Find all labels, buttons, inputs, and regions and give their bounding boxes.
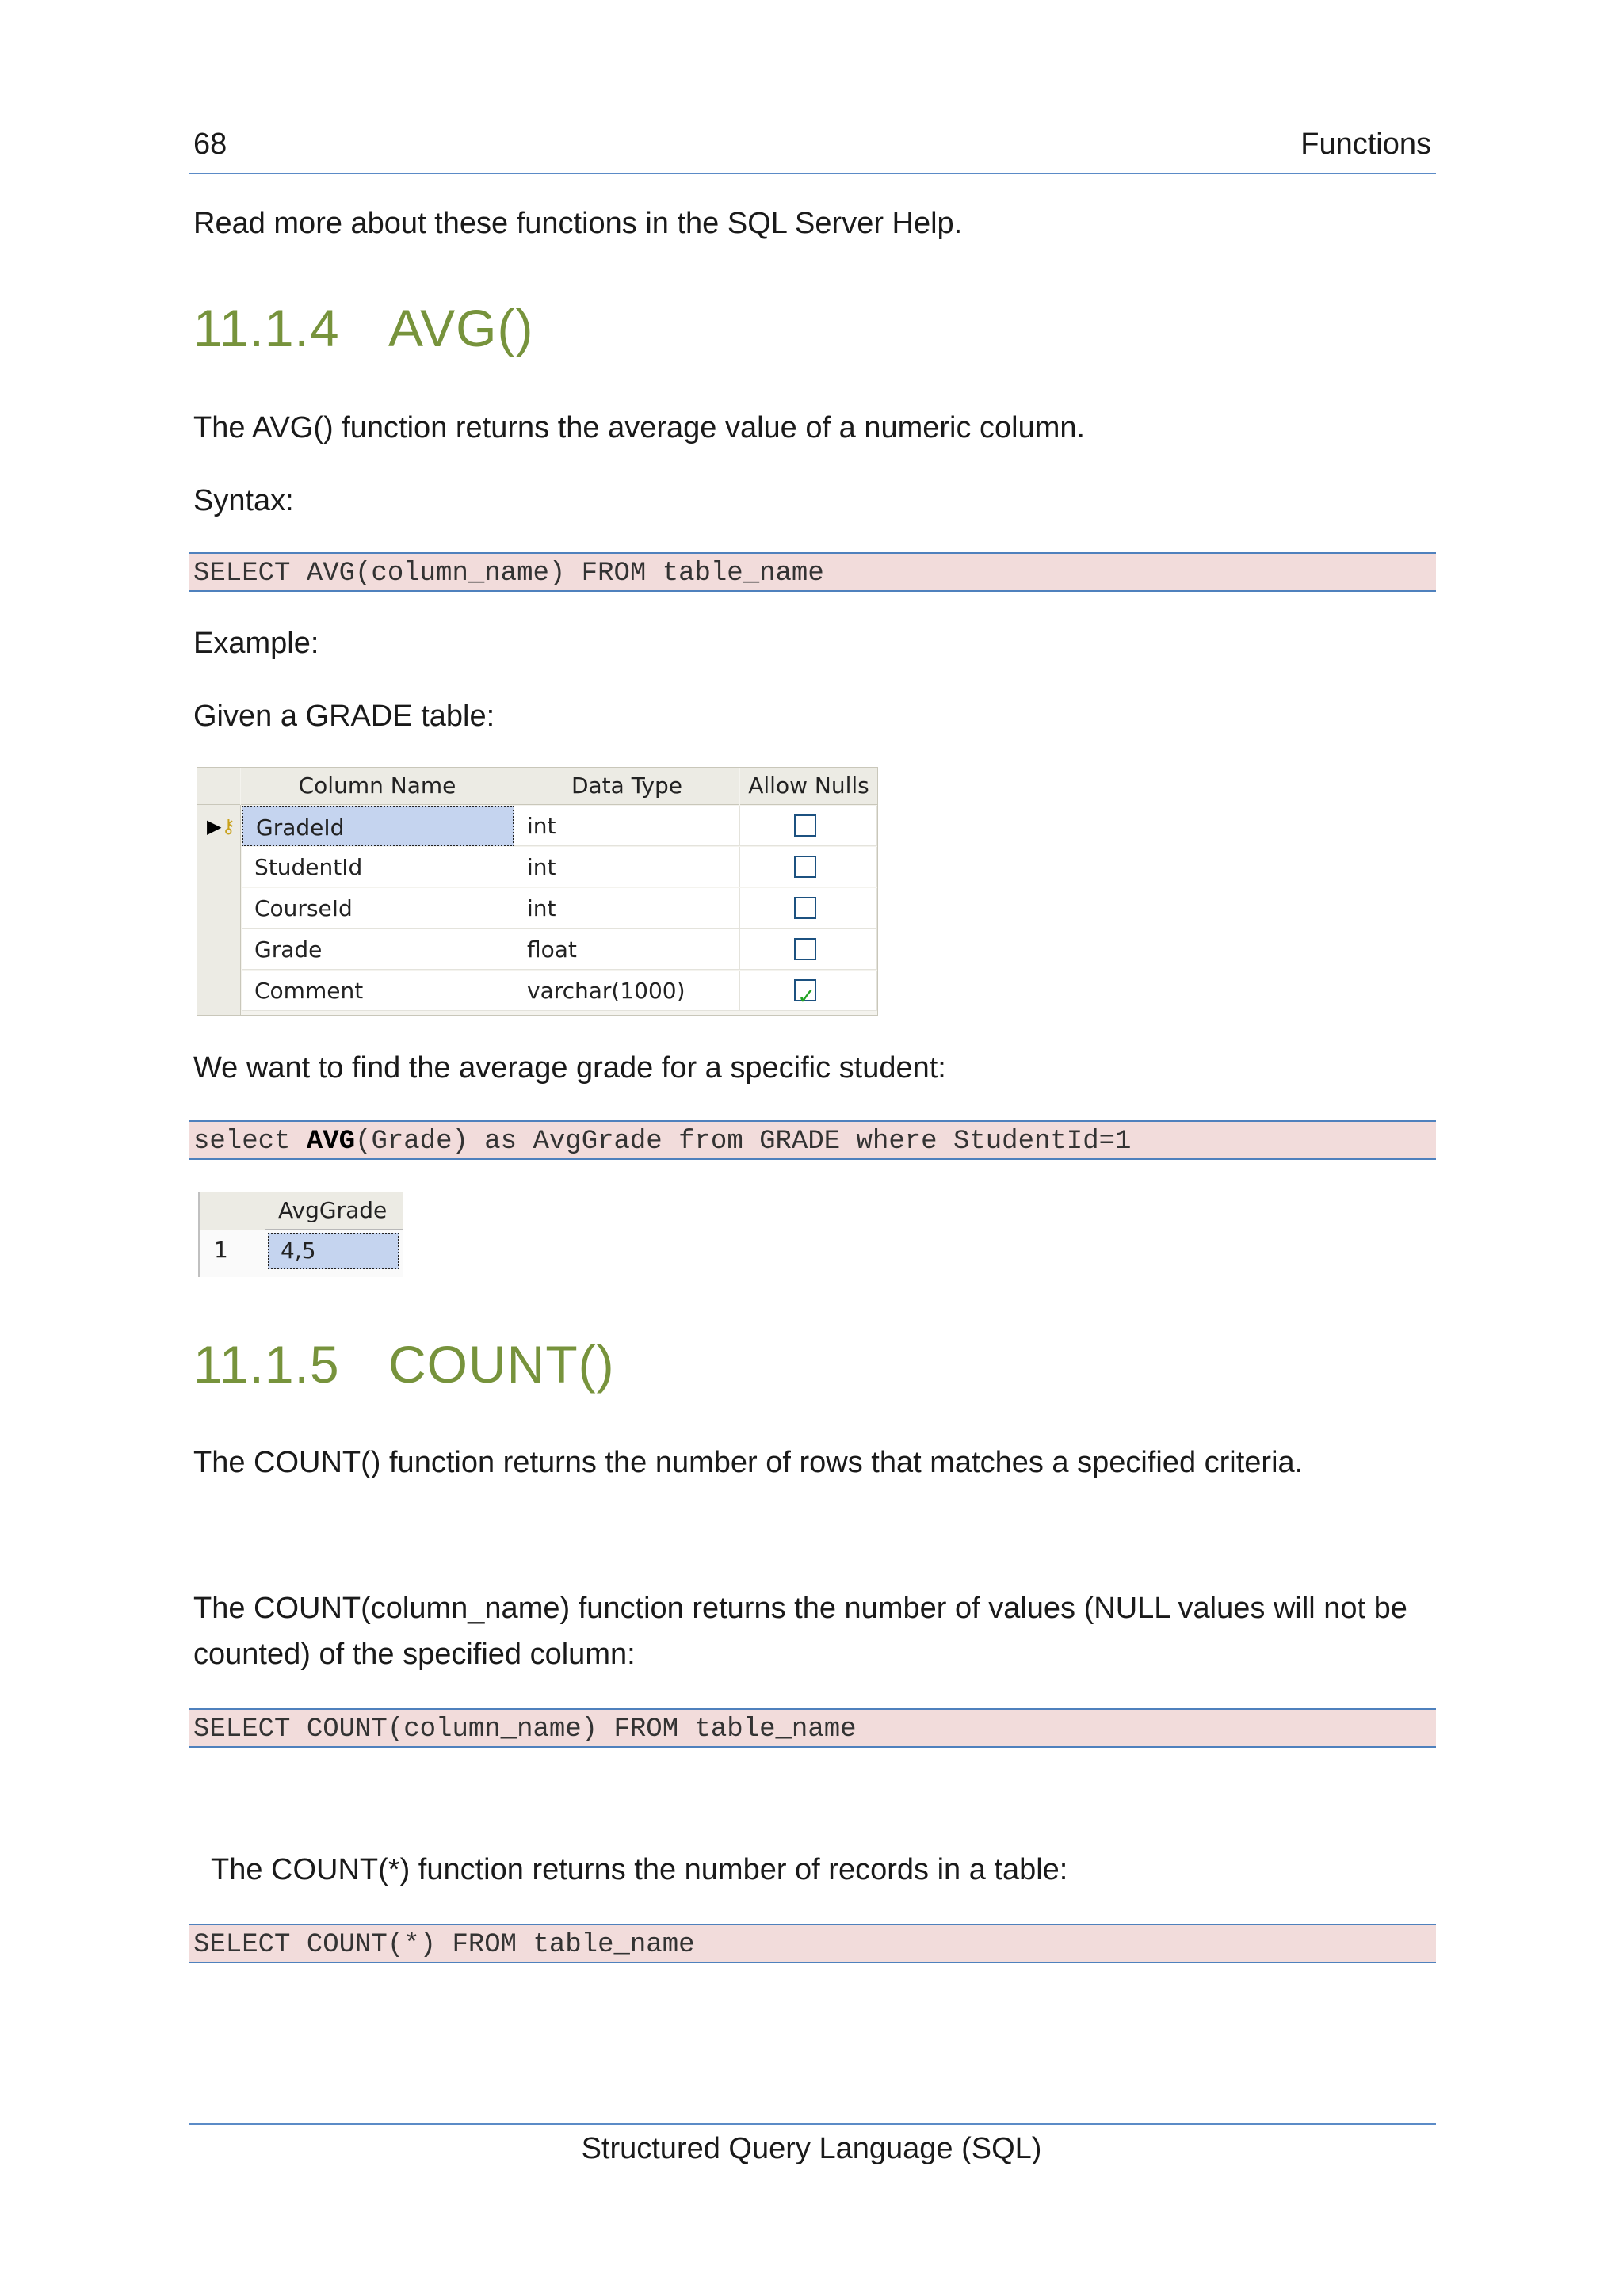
count-column-text-line2: counted) of the specified column: bbox=[193, 1638, 636, 1671]
data-type-cell[interactable]: int bbox=[514, 806, 740, 846]
page-number: 68 bbox=[193, 128, 227, 161]
column-name-cell[interactable]: Grade bbox=[242, 929, 514, 970]
allow-nulls-cell bbox=[740, 971, 877, 1011]
column-name-cell[interactable]: StudentId bbox=[242, 847, 514, 887]
primary-key-icon: ▶⚷ bbox=[207, 815, 236, 837]
column-name-cell[interactable]: GradeId bbox=[242, 806, 514, 846]
avg-syntax-code: SELECT AVG(column_name) FROM table_name bbox=[189, 552, 1436, 592]
section-heading-count bbox=[193, 1334, 615, 1394]
data-type-cell[interactable]: int bbox=[514, 888, 740, 929]
allow-nulls-cell bbox=[740, 806, 877, 846]
section-heading-avg bbox=[193, 298, 533, 358]
count-description: The COUNT() function returns the number of rows that matches a specified criteria. bbox=[193, 1446, 1304, 1479]
given-table-text: Given a GRADE table: bbox=[193, 700, 495, 733]
result-row-number: 1 bbox=[214, 1237, 228, 1263]
footer-title: Structured Query Language (SQL) bbox=[581, 2132, 1042, 2165]
allow-nulls-cell bbox=[740, 888, 877, 929]
heading-number: 11.1.5 bbox=[193, 1335, 340, 1394]
avg-result-grid bbox=[198, 1192, 403, 1277]
running-header-section: Functions bbox=[1300, 128, 1431, 161]
count-star-text: The COUNT(*) function returns the number of records in a table: bbox=[211, 1853, 1068, 1886]
allow-nulls-checkbox[interactable] bbox=[794, 897, 816, 919]
check-mark-icon: ✓ bbox=[797, 983, 816, 1009]
example-label: Example: bbox=[193, 627, 319, 660]
grid-corner bbox=[197, 768, 240, 805]
heading-title: AVG() bbox=[388, 299, 534, 357]
data-type-cell[interactable]: varchar(1000) bbox=[514, 971, 740, 1011]
heading-number: 11.1.4 bbox=[193, 299, 340, 357]
data-type-cell[interactable]: int bbox=[514, 847, 740, 887]
allow-nulls-cell bbox=[740, 929, 877, 970]
want-text: We want to find the average grade for a specific student: bbox=[193, 1051, 946, 1085]
allow-nulls-checkbox[interactable] bbox=[794, 856, 816, 878]
avg-query-code bbox=[189, 1120, 1436, 1160]
query-rest: (Grade) as AvgGrade from GRADE where StudentId=1 bbox=[355, 1127, 1132, 1157]
query-function: AVG bbox=[306, 1127, 356, 1157]
result-column-header: AvgGrade bbox=[265, 1192, 403, 1230]
intro-paragraph: Read more about these functions in the SQL Server Help. bbox=[193, 207, 963, 240]
header-rule bbox=[189, 173, 1436, 174]
count-column-text-line1: The COUNT(column_name) function returns the number of values (NULL values will not be bbox=[193, 1592, 1407, 1625]
avg-description: The AVG() function returns the average value of a numeric column. bbox=[193, 411, 1086, 444]
column-name-cell[interactable]: CourseId bbox=[242, 888, 514, 929]
column-header-type: Data Type bbox=[514, 768, 739, 805]
data-type-cell[interactable]: float bbox=[514, 929, 740, 970]
allow-nulls-cell bbox=[740, 847, 877, 887]
column-header-nulls: Allow Nulls bbox=[740, 768, 877, 805]
count-star-code: SELECT COUNT(*) FROM table_name bbox=[189, 1924, 1436, 1963]
allow-nulls-checkbox[interactable] bbox=[794, 938, 816, 960]
count-column-code: SELECT COUNT(column_name) FROM table_name bbox=[189, 1708, 1436, 1748]
query-keyword: select bbox=[193, 1127, 307, 1157]
footer-rule bbox=[189, 2123, 1436, 2125]
grade-table-designer bbox=[197, 767, 878, 1016]
allow-nulls-checkbox[interactable] bbox=[794, 979, 816, 1009]
column-name-cell[interactable]: Comment bbox=[242, 971, 514, 1011]
allow-nulls-checkbox[interactable] bbox=[794, 814, 816, 837]
heading-title: COUNT() bbox=[388, 1335, 615, 1394]
column-header-name: Column Name bbox=[241, 768, 514, 805]
syntax-label: Syntax: bbox=[193, 484, 294, 517]
result-value-cell: 4,5 bbox=[268, 1233, 399, 1269]
result-corner bbox=[200, 1192, 265, 1230]
